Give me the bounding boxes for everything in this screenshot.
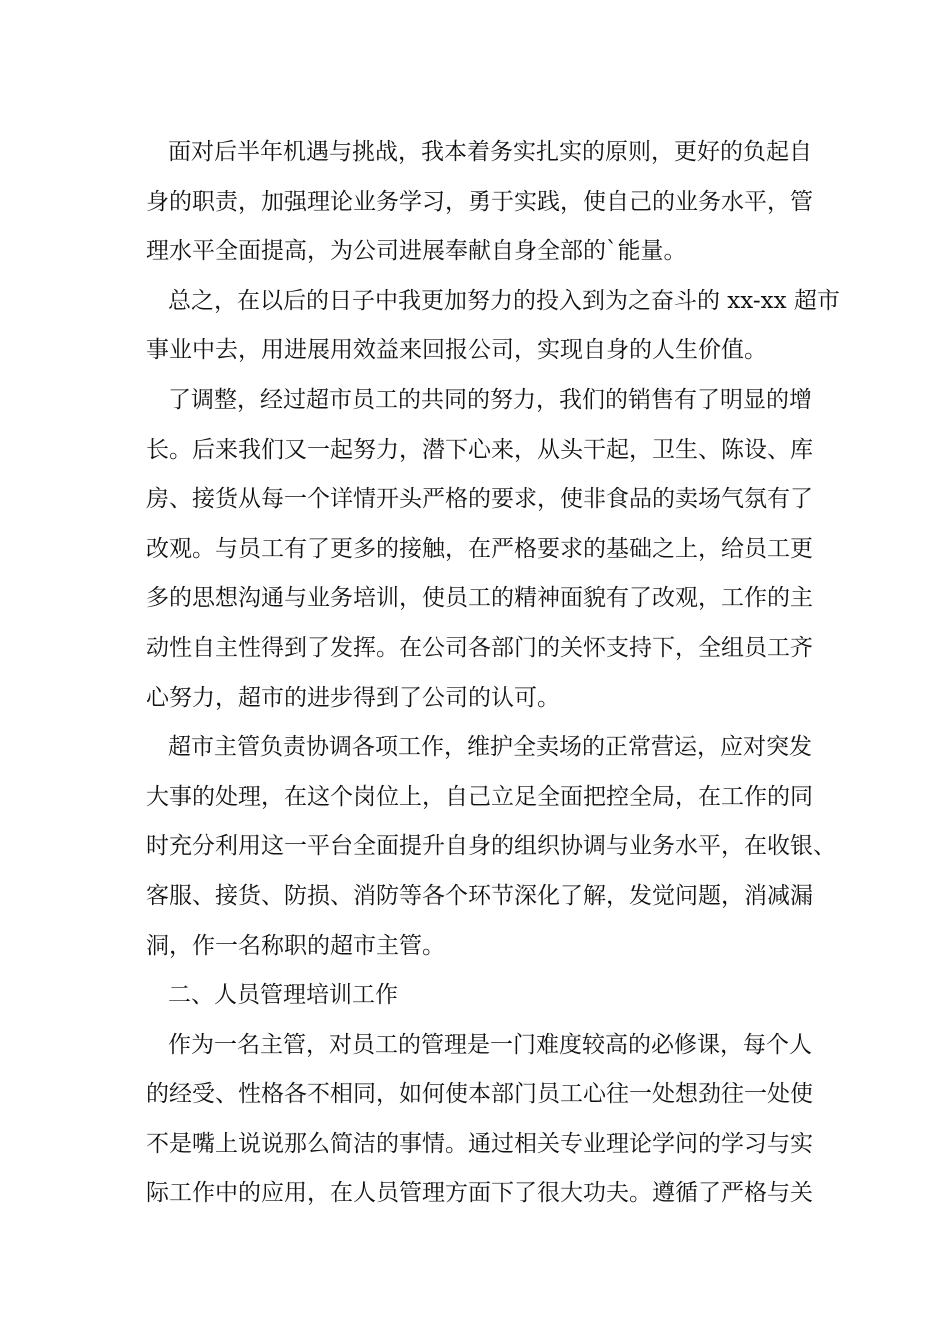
text-line: 不是嘴上说说那么简洁的事情。通过相关专业理论学问的学习与实 xyxy=(146,1130,813,1157)
text-line: 客服、接货、防损、消防等各个环节深化了解，发觉问题，消减漏 xyxy=(146,882,813,909)
text-line: 超市主管负责协调各项工作，维护全卖场的正常营运，应对突发 xyxy=(168,734,812,761)
text-line: 了调整，经过超市员工的共同的努力，我们的销售有了明显的增 xyxy=(168,386,812,413)
text-line: 身的职责，加强理论业务学习，勇于实践，使自己的业务水平，管 xyxy=(146,188,813,215)
text-line: 的经受、性格各不相同，如何使本部门员工心往一处想劲往一处使 xyxy=(146,1081,813,1108)
text-line: 多的思想沟通与业务培训，使员工的精神面貌有了改观，工作的主 xyxy=(146,585,813,612)
text-line: 长。后来我们又一起努力，潜下心来，从头干起，卫生、陈设、库 xyxy=(146,436,813,463)
text-line: 时充分利用这一平台全面提升自身的组织协调与业务水平，在收银、 xyxy=(146,833,836,860)
text-line: 改观。与员工有了更多的接触，在严格要求的基础之上，给员工更 xyxy=(146,535,813,562)
text-line: 作为一名主管，对员工的管理是一门难度较高的必修课，每个人 xyxy=(168,1031,812,1058)
text-line: 心努力，超市的进步得到了公司的认可。 xyxy=(146,684,560,711)
text-line: 大事的处理，在这个岗位上，自己立足全面把控全局，在工作的同 xyxy=(146,783,813,810)
text-line: 房、接货从每一个详情开头严格的要求，使非食品的卖场气氛有了 xyxy=(146,486,813,513)
section-heading: 二、人员管理培训工作 xyxy=(168,982,398,1009)
text-line: 总之，在以后的日子中我更加努力的投入到为之奋斗的 xx-xx 超市 xyxy=(168,287,840,314)
text-line: 际工作中的应用，在人员管理方面下了很大功夫。遵循了严格与关 xyxy=(146,1180,813,1207)
document-body xyxy=(146,128,840,1219)
text-line: 动性自主性得到了发挥。在公司各部门的关怀支持下，全组员工齐 xyxy=(146,634,813,661)
text-line: 面对后半年机遇与挑战，我本着务实扎实的原则，更好的负起自 xyxy=(168,139,812,165)
text-line: 事业中去，用进展用效益来回报公司，实现自身的人生价值。 xyxy=(146,337,767,364)
text-line: 理水平全面提高，为公司进展奉献自身全部的`能量。 xyxy=(146,238,687,265)
text-line: 洞，作一名称职的超市主管。 xyxy=(146,932,445,959)
